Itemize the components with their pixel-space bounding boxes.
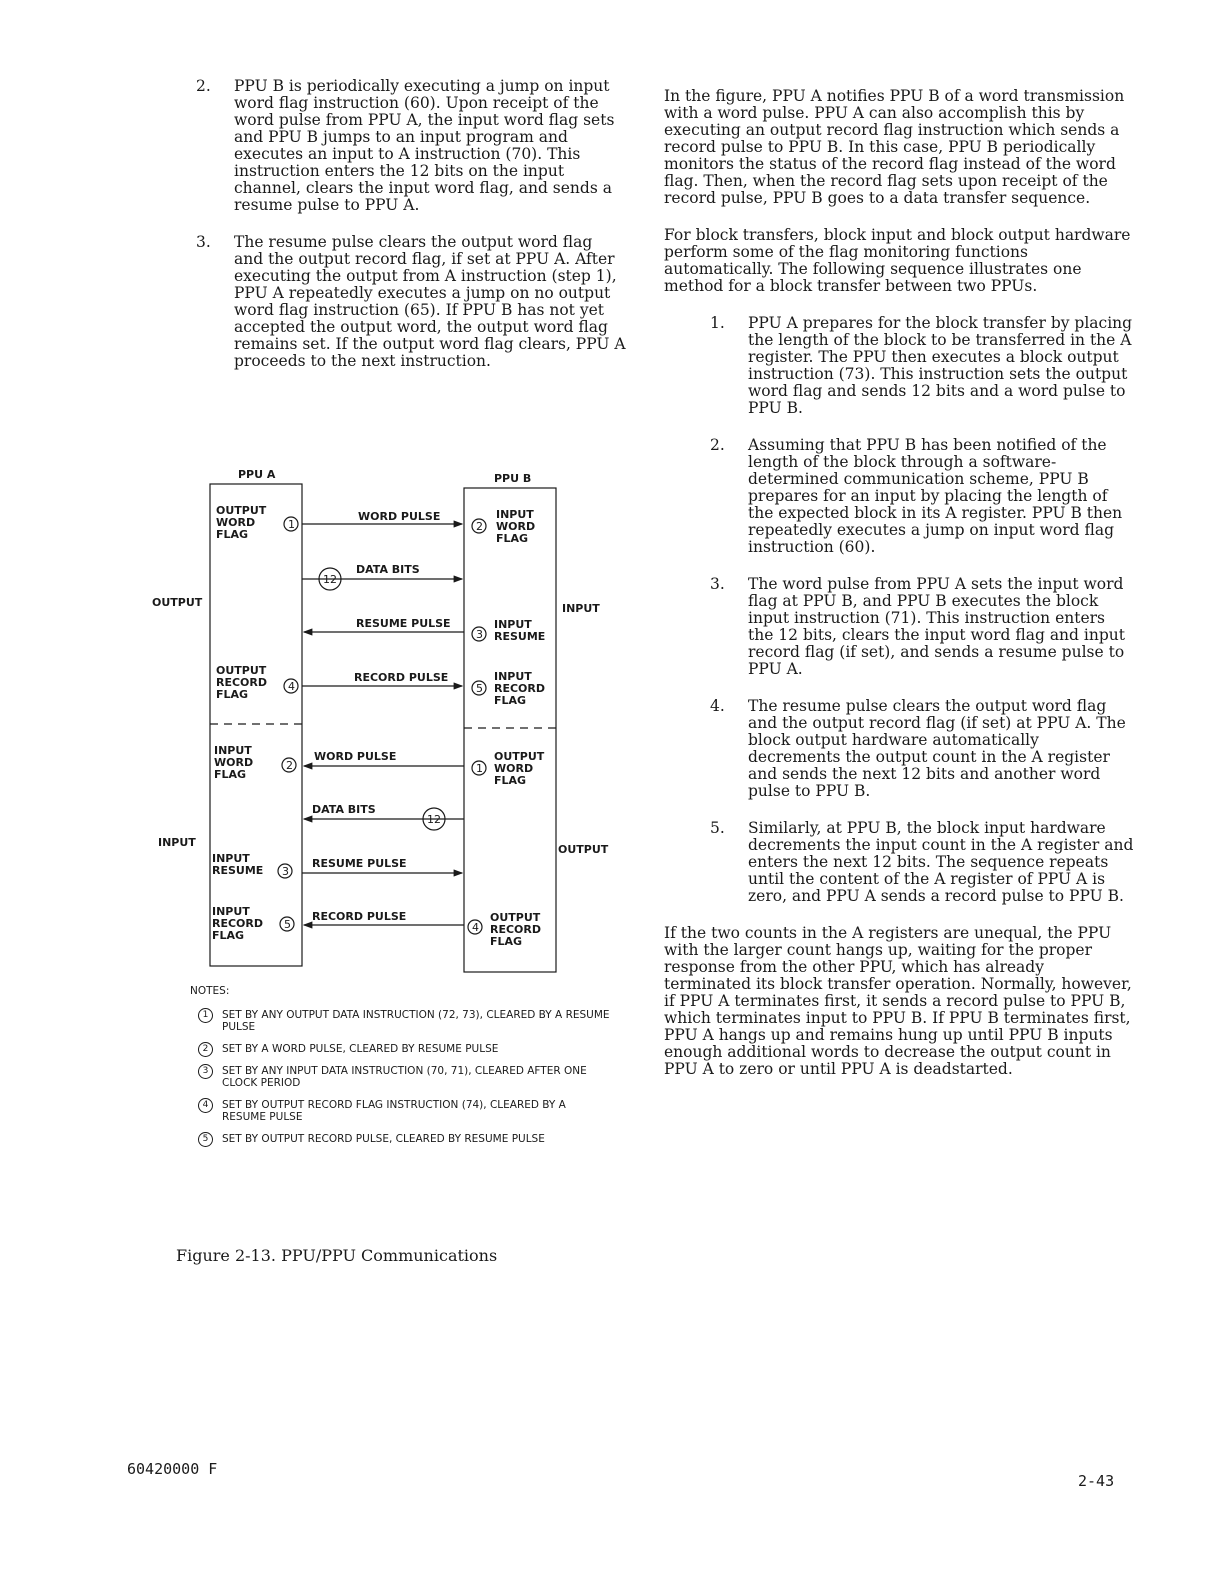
- list-item: [196, 78, 626, 214]
- ppu-b-label: PPU B: [494, 472, 532, 485]
- marker-4: 4: [288, 680, 295, 693]
- note-number: 3: [198, 1064, 213, 1079]
- ppu-b-box: [464, 488, 556, 972]
- side-output-left: OUTPUT: [152, 596, 203, 609]
- b-input-word-flag-1: INPUT: [496, 508, 534, 521]
- note-number: 4: [198, 1098, 213, 1113]
- marker-3b: 3: [282, 865, 289, 878]
- note-number: 1: [198, 1008, 213, 1023]
- data-bits-label-ab: DATA BITS: [356, 563, 420, 576]
- data-bits-label-ba: DATA BITS: [312, 803, 376, 816]
- paragraph: If the two counts in the A registers are unequal, the PPU with the larger count hangs up, waiting for the proper response from the other PPU, which has already terminated its block transfer operation. Normally, however, if PPU A terminates first, it sends a record pulse to PPU B, which terminates input to PPU B. If PPU B terminates first, PPU A hangs up and remains hung up until PPU B inputs enough additional words to decrease the output count in PPU A to zero or until PPU A is deadstarted.: [664, 924, 1132, 1078]
- a-output-record-flag-3: FLAG: [216, 688, 249, 701]
- item-number: 2.: [196, 77, 211, 95]
- b-input-record-flag-1: INPUT: [494, 670, 532, 683]
- marker-2b: 2: [286, 759, 293, 772]
- ppu-a-label: PPU A: [238, 468, 276, 481]
- note-text: SET BY ANY OUTPUT DATA INSTRUCTION (72, 73), CLEARED BY A RESUME PULSE: [222, 1009, 610, 1033]
- left-column: [196, 78, 626, 390]
- marker-12b: 12: [427, 813, 441, 826]
- note-item: [190, 1133, 610, 1145]
- side-input-right: INPUT: [562, 602, 600, 615]
- note-text: SET BY ANY INPUT DATA INSTRUCTION (70, 71), CLEARED AFTER ONE CLOCK PERIOD: [222, 1065, 587, 1089]
- paragraph: For block transfers, block input and block output hardware perform some of the flag monitoring functions automatically. The following sequence illustrates one method for a block transfer between two PPUs.: [664, 226, 1131, 295]
- marker-1b: 1: [476, 762, 483, 775]
- list-item: [710, 315, 1134, 417]
- item-number: 4.: [710, 697, 725, 715]
- numbered-list: [664, 315, 1134, 905]
- b-output-word-flag-1: OUTPUT: [494, 750, 545, 763]
- b-input-resume-1: INPUT: [494, 618, 532, 631]
- item-number: 1.: [710, 314, 725, 332]
- notes-title: NOTES:: [190, 985, 230, 997]
- side-input-left: INPUT: [158, 836, 196, 849]
- marker-3: 3: [476, 628, 483, 641]
- list-item: [196, 234, 626, 370]
- list-item: [710, 698, 1134, 800]
- a-input-resume-2: RESUME: [212, 864, 264, 877]
- record-pulse-label-ab: RECORD PULSE: [354, 671, 449, 684]
- b-input-resume-2: RESUME: [494, 630, 546, 643]
- page-number: 2-43: [1078, 1472, 1115, 1490]
- marker-1: 1: [288, 518, 295, 531]
- item-text: The word pulse from PPU A sets the input word flag at PPU B, and PPU B executes the block input instruction (71). This instruction enters the 12 bits, clears the input word flag and input record flag (if set), and sends a resume pulse to PPU A.: [748, 575, 1125, 678]
- a-output-word-flag-3: FLAG: [216, 528, 249, 541]
- word-pulse-label-ba: WORD PULSE: [314, 750, 397, 763]
- diagram-notes: [190, 985, 610, 1155]
- note-item: [190, 1065, 610, 1089]
- a-input-word-flag-1: INPUT: [214, 744, 252, 757]
- marker-5: 5: [476, 682, 483, 695]
- item-text: Assuming that PPU B has been notified of the length of the block through a software-determined communication scheme, PPU B prepares for an input by placing the length of the expected block in its A register. PPU B then repeatedly executes a jump on input word flag instruction (60).: [748, 436, 1123, 556]
- item-number: 3.: [710, 575, 725, 593]
- list-item: [710, 820, 1134, 905]
- ppu-a-box: [210, 484, 302, 966]
- b-input-word-flag-2: WORD: [496, 520, 536, 533]
- item-text: PPU A prepares for the block transfer by placing the length of the block to be transferred in the A register. The PPU then executes a block output instruction (73). This instruction sets the output word flag and sends 12 bits and a word pulse to PPU B.: [748, 314, 1133, 417]
- item-number: 3.: [196, 233, 211, 251]
- resume-pulse-label-ab2: RESUME PULSE: [312, 857, 407, 870]
- a-output-word-flag-1: OUTPUT: [216, 504, 267, 517]
- item-number: 5.: [710, 819, 725, 837]
- a-output-word-flag-2: WORD: [216, 516, 256, 529]
- item-text: Similarly, at PPU B, the block input hardware decrements the input count in the A register and enters the next 12 bits. The sequence repeats until the content of the A register of PPU A is zero, and PPU A sends a record pulse to PPU B.: [748, 819, 1134, 905]
- a-input-word-flag-2: WORD: [214, 756, 254, 769]
- marker-12: 12: [323, 573, 337, 586]
- item-number: 2.: [710, 436, 725, 454]
- b-input-record-flag-3: FLAG: [494, 694, 527, 707]
- resume-pulse-label-ba: RESUME PULSE: [356, 617, 451, 630]
- note-text: SET BY A WORD PULSE, CLEARED BY RESUME PULSE: [222, 1043, 499, 1055]
- right-column: [664, 88, 1134, 1098]
- record-pulse-label-ba: RECORD PULSE: [312, 910, 407, 923]
- note-item: [190, 1009, 610, 1033]
- document-number: 60420000 F: [127, 1460, 218, 1478]
- figure-caption: Figure 2-13. PPU/PPU Communications: [176, 1246, 498, 1265]
- a-input-word-flag-3: FLAG: [214, 768, 247, 781]
- b-output-word-flag-3: FLAG: [494, 774, 527, 787]
- note-item: [190, 1043, 610, 1055]
- b-output-record-flag-2: RECORD: [490, 923, 542, 936]
- list-item: [710, 576, 1134, 678]
- a-input-record-flag-2: RECORD: [212, 917, 264, 930]
- a-output-record-flag-2: RECORD: [216, 676, 268, 689]
- a-output-record-flag-1: OUTPUT: [216, 664, 267, 677]
- b-output-word-flag-2: WORD: [494, 762, 534, 775]
- list-item: [710, 437, 1134, 556]
- b-output-record-flag-1: OUTPUT: [490, 911, 541, 924]
- item-text: The resume pulse clears the output word flag and the output record flag, if set at PPU A. After executing the output from A instruction (step 1), PPU A repeatedly executes a jump on no output word flag instruction (65). If PPU B has not yet accepted the output word, the output word flag remains set. If the output word flag clears, PPU A proceeds to the next instruction.: [234, 233, 626, 370]
- side-output-right: OUTPUT: [558, 843, 609, 856]
- paragraph: In the figure, PPU A notifies PPU B of a word transmission with a word pulse. PPU A can also accomplish this by executing an output record flag instruction which sends a record pulse to PPU B. In this case, PPU B periodically monitors the status of the record flag instead of the word flag. Then, when the record flag sets upon receipt of the record pulse, PPU B goes to a data transfer sequence.: [664, 87, 1125, 207]
- note-item: [190, 1099, 610, 1123]
- a-input-record-flag-3: FLAG: [212, 929, 245, 942]
- note-text: SET BY OUTPUT RECORD FLAG INSTRUCTION (74), CLEARED BY A RESUME PULSE: [222, 1099, 566, 1123]
- a-input-resume-1: INPUT: [212, 852, 250, 865]
- b-output-record-flag-3: FLAG: [490, 935, 523, 948]
- note-number: 5: [198, 1132, 213, 1147]
- note-number: 2: [198, 1042, 213, 1057]
- b-input-word-flag-3: FLAG: [496, 532, 529, 545]
- item-text: The resume pulse clears the output word flag and the output record flag (if set) at PPU A. The block output hardware automatically decrements the output count in the A register and sends the next 12 bits and another word pulse to PPU B.: [748, 697, 1126, 800]
- item-text: PPU B is periodically executing a jump on input word flag instruction (60). Upon receipt of the word pulse from PPU A, the input word flag sets and PPU B jumps to an input program and executes an input to A instruction (70). This instruction enters the 12 bits on the input channel, clears the input word flag, and sends a resume pulse to PPU A.: [234, 77, 615, 214]
- marker-2: 2: [476, 520, 483, 533]
- ppu-communication-diagram: [148, 466, 618, 986]
- a-input-record-flag-1: INPUT: [212, 905, 250, 918]
- b-input-record-flag-2: RECORD: [494, 682, 546, 695]
- marker-4b: 4: [472, 921, 479, 934]
- note-text: SET BY OUTPUT RECORD PULSE, CLEARED BY RESUME PULSE: [222, 1133, 545, 1145]
- word-pulse-label-ab: WORD PULSE: [358, 510, 441, 523]
- marker-5b: 5: [284, 918, 291, 931]
